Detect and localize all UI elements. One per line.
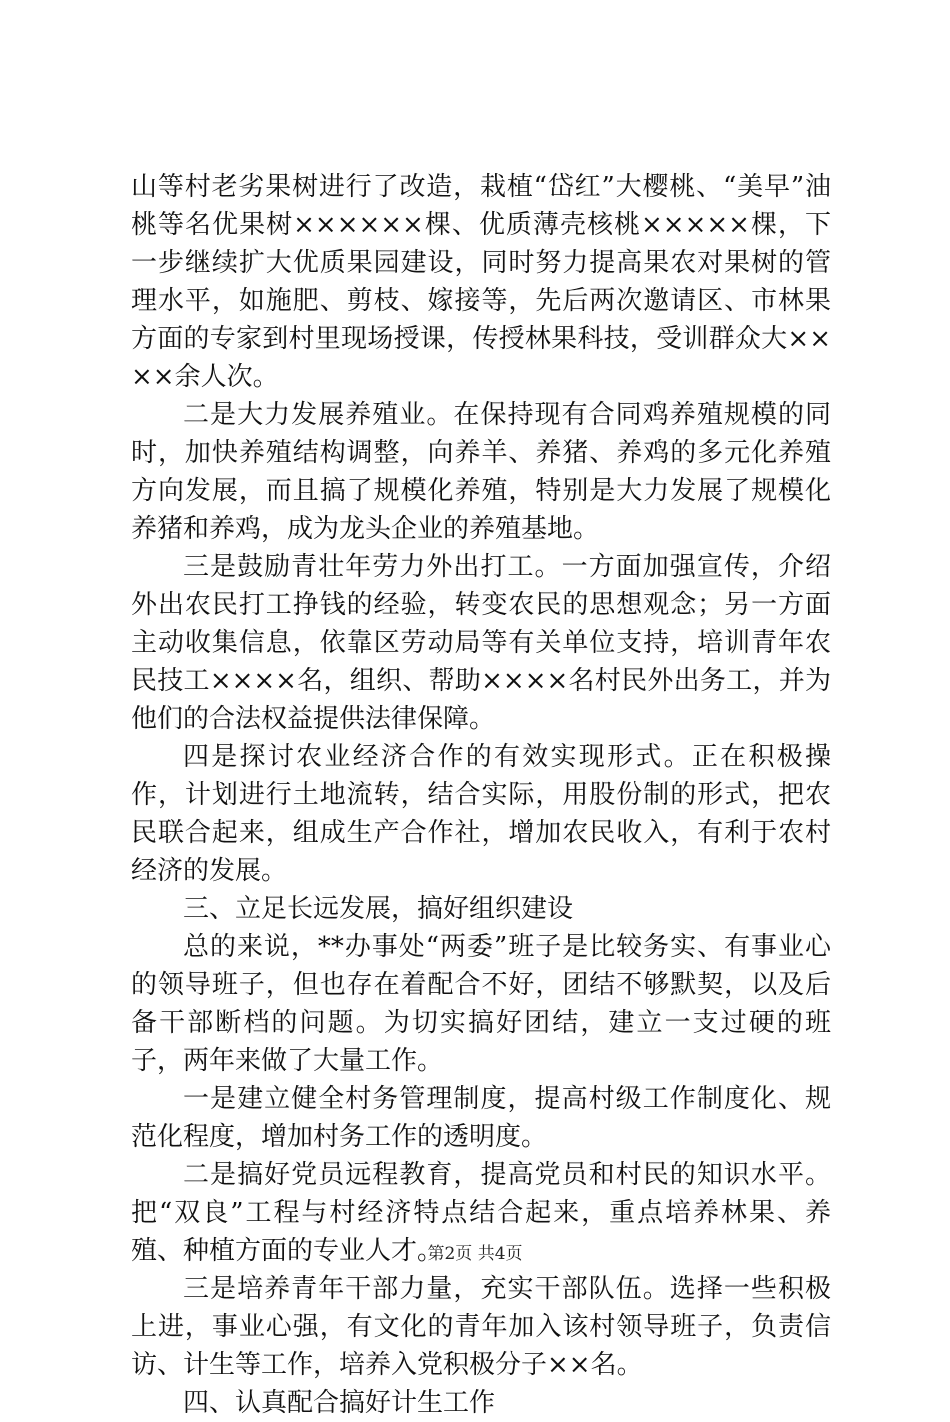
paragraph-livestock: 二是大力发展养殖业。在保持现有合同鸡养殖规模的同时，加快养殖结构调整，向养羊、养猪、养鸡的多元化养殖方向发展，而且搞了规模化养殖，特别是大力发展了规模化养猪和养鸡，成为龙头企业的养殖基地。 (131, 400, 831, 544)
page-number-footer: 第2页 共4页 (427, 1244, 523, 1264)
section-heading-organization: 三、立足长远发展，搞好组织建设 (183, 894, 574, 924)
paragraph-remote-education: 二是搞好党员远程教育，提高党员和村民的知识水平。把“双良”工程与村经济特点结合起来，重点培养林果、养殖、种植方面的专业人才。 (131, 1160, 831, 1266)
paragraph-young-cadres: 三是培养青年干部力量，充实干部队伍。选择一些积极上进，事业心强，有文化的青年加入该村领导班子，负责信访、计生等工作，培养入党积极分子××名。 (131, 1274, 831, 1380)
paragraph-cooperative: 四是探讨农业经济合作的有效实现形式。正在积极操作，计划进行土地流转，结合实际，用股份制的形式，把农民联合起来，组成生产合作社，增加农民收入，有利于农村经济的发展。 (131, 742, 831, 886)
paragraph-leadership: 总的来说，**办事处“两委”班子是比较务实、有事业心的领导班子，但也存在着配合不好，团结不够默契，以及后备干部断档的问题。为切实搞好团结，建立一支过硬的班子，两年来做了大量工作。 (131, 932, 831, 1076)
paragraph-fruit-trees: 山等村老劣果树进行了改造，栽植“岱红”大樱桃、“美早”油桃等名优果树××××××棵、优质薄壳核桃×××××棵，下一步继续扩大优质果园建设，同时努力提高果农对果树的管理水平，如施肥、剪枝、嫁接等，先后两次邀请区、市林果方面的专家到村里现场授课，传授林果科技，受训群众大××××余人次。 (131, 172, 831, 392)
paragraph-migrant-labor: 三是鼓励青壮年劳力外出打工。一方面加强宣传，介绍外出农民打工挣钱的经验，转变农民的思想观念；另一方面主动收集信息，依靠区劳动局等有关单位支持，培训青年农民技工××××名，组织、帮助××××名村民外出务工，并为他们的合法权益提供法律保障。 (131, 552, 831, 734)
section-heading-family-planning: 四、认真配合搞好计生工作 (183, 1388, 496, 1418)
document-body (131, 168, 831, 1422)
paragraph-village-management: 一是建立健全村务管理制度，提高村级工作制度化、规范化程度，增加村务工作的透明度。 (131, 1084, 831, 1152)
